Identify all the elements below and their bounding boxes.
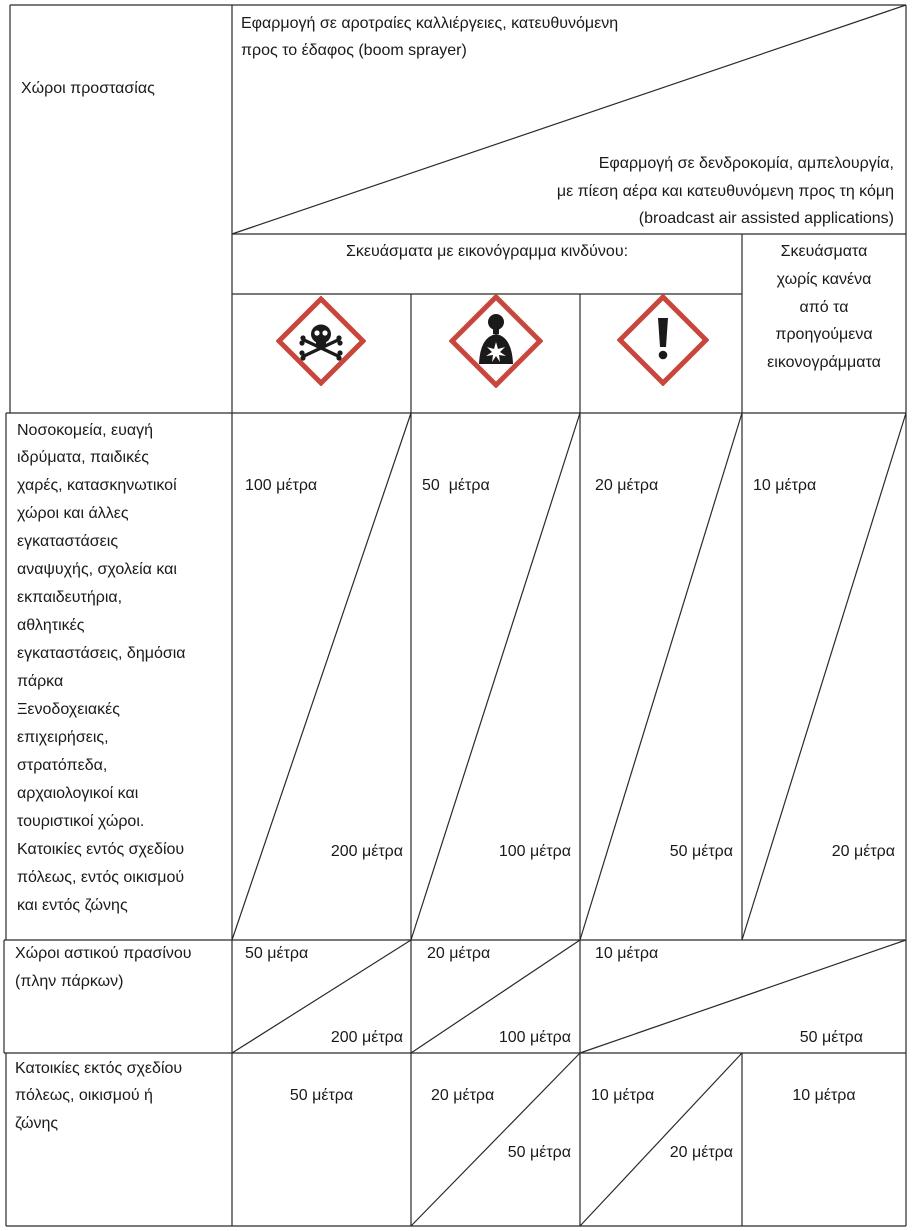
row-label-line: και εντός ζώνης <box>17 897 128 914</box>
row-label-line: Χώροι αστικού πρασίνου <box>15 945 192 962</box>
with-pictogram-label: Σκευάσματα με εικονόγραμμα κινδύνου: <box>345 243 629 260</box>
exclamation-mark-icon <box>617 294 709 386</box>
row-label-line: πόλεως, οικισμού ή <box>15 1087 153 1104</box>
distance-air: 100 μέτρα <box>498 1029 571 1046</box>
row-label-line: ζώνης <box>15 1115 59 1132</box>
row-label-line: (πλην πάρκων) <box>15 973 124 990</box>
row-label-line: χαρές, κατασκηνωτικοί <box>17 477 177 494</box>
row-label-line: αρχαιολογικοί και <box>17 785 139 802</box>
row-label-line: πάρκα <box>17 673 64 690</box>
row-label-line: στρατόπεδα, <box>17 757 108 774</box>
row-label-line: ιδρύματα, παιδικές <box>17 449 149 466</box>
distance-boom: 50 μέτρα <box>422 477 490 494</box>
row-label-line: εγκαταστάσεις <box>17 533 119 550</box>
distance-air: 20 μέτρα <box>669 1144 733 1161</box>
distance-air: 20 μέτρα <box>831 843 895 860</box>
distance-air: 200 μέτρα <box>330 843 403 860</box>
without-pictogram-line: χωρίς κανένα <box>776 271 872 288</box>
distance-boom: 100 μέτρα <box>245 477 318 494</box>
distance-boom: 20 μέτρα <box>427 945 491 962</box>
skull-crossbones-icon <box>276 296 366 386</box>
distance-boom: 20 μέτρα <box>595 477 659 494</box>
distance-air: 50 μέτρα <box>507 1144 571 1161</box>
air-assisted-label-line2: με πίεση αέρα και κατευθυνόμενη προς τη κόμη <box>556 183 894 200</box>
without-pictogram-line: Σκευάσματα <box>780 243 868 260</box>
row-label-line: εκπαιδευτήρια, <box>17 589 123 606</box>
row-label-line: Νοσοκομεία, ευαγή <box>17 422 154 439</box>
row-label-line: πόλεως, εντός οικισμού <box>17 869 185 886</box>
distance-air: 100 μέτρα <box>498 843 571 860</box>
without-pictogram-line: από τα <box>799 299 849 316</box>
row-label-line: εγκαταστάσεις, δημόσια <box>17 645 186 662</box>
distance-air: 200 μέτρα <box>330 1029 403 1046</box>
row-label-line: επιχειρήσεις, <box>17 729 109 746</box>
distance-boom: 10 μέτρα <box>591 1087 655 1104</box>
without-pictogram-line: εικονογράμματα <box>767 354 881 371</box>
row-label-line: Κατοικίες εκτός σχεδίου <box>15 1060 183 1077</box>
row-label-line: χώροι και άλλες <box>17 505 129 522</box>
boom-sprayer-label-line2: προς το έδαφος (boom sprayer) <box>241 42 467 59</box>
distance-single: 50 μέτρα <box>289 1087 354 1104</box>
distance-air: 50 μέτρα <box>669 843 733 860</box>
distance-single: 10 μέτρα <box>792 1087 856 1104</box>
distance-boom: 10 μέτρα <box>595 945 659 962</box>
row-label-line: Κατοικίες εντός σχεδίου <box>17 841 185 858</box>
protected-areas-label: Χώροι προστασίας <box>21 80 155 97</box>
without-pictogram-line: προηγούμενα <box>775 326 873 343</box>
distance-boom: 50 μέτρα <box>245 945 309 962</box>
distance-boom: 20 μέτρα <box>431 1087 495 1104</box>
air-assisted-label-line1: Εφαρμογή σε δενδροκομία, αμπελουργία, <box>598 155 894 172</box>
air-assisted-label-line3: (broadcast air assisted applications) <box>638 210 894 227</box>
distance-air: 50 μέτρα <box>799 1029 863 1046</box>
row-label-line: αναψυχής, σχολεία και <box>17 561 177 578</box>
distance-boom: 10 μέτρα <box>753 477 817 494</box>
row-label-line: αθλητικές <box>17 617 85 634</box>
row-label-line: Ξενοδοχειακές <box>17 701 120 718</box>
boom-sprayer-label-line1: Εφαρμογή σε αροτραίες καλλιέργειες, κατευθυνόμενη <box>241 15 619 32</box>
row-label-line: τουριστικοί χώροι. <box>17 813 145 830</box>
health-hazard-icon <box>449 294 543 388</box>
